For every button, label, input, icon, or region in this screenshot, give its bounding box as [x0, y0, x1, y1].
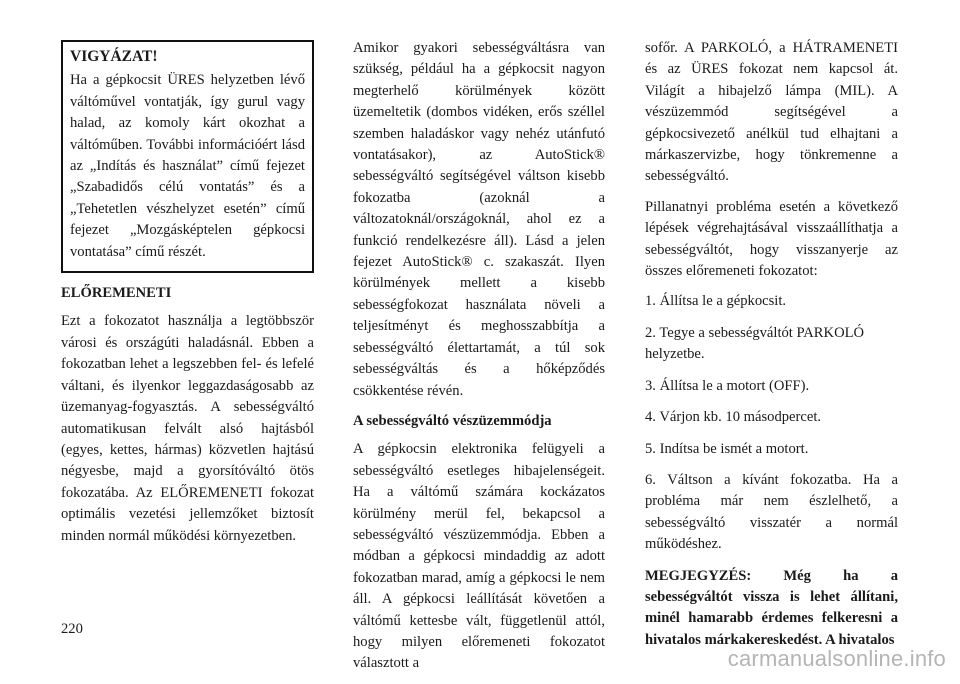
step-item: 4. Várjon kb. 10 másodpercet. — [645, 409, 822, 426]
limp-mode-continued-paragraph: sofőr. A PARKOLÓ, a HÁTRAMENETI és az ÜRES fokozat nem kapcsol át. Világít a hibajelző lámpa (MIL). A vészüzemmód segítségével a gépkocsivezető anélkül tud elhajtani a márkaszervizbe, hogy tönkremenne a sebességváltó. — [645, 40, 898, 185]
watermark-text: carmanualsonline.info — [727, 646, 946, 671]
reset-intro-paragraph: Pillanatnyi probléma esetén a következő lépések végrehajtásával visszaállíthatja a sebességváltót, hogy visszanyerje az összes előremeneti fokozatot: — [645, 198, 898, 280]
step-item: 1. Állítsa le a gépkocsit. — [645, 293, 787, 310]
warning-box — [61, 40, 314, 273]
warning-title: VIGYÁZAT! — [70, 48, 158, 65]
note-paragraph: MEGJEGYZÉS: Még ha a sebességváltót vissza is lehet állítani, minél hamarabb érdemes felkeresni a hivatalos márkakereskedést. A hivatalos — [645, 567, 898, 648]
section-heading-overdrive: ELŐREMENETI — [61, 285, 172, 302]
overdrive-paragraph: Ezt a fokozatot használja a legtöbbször városi és országúti haladásnál. Ebben a fokozatban lehet a legszebben fel- és lefelé váltani, és ilyenkor leggazdaságosabb az üzemanyag-fogyasztás. A sebességváltó automatikusan felvált alsó hajtásból (egyes, kettes, hármas) közvetlen hajtású négyesbe, majd a gyorsítóváltó ötös fokozatába. Az ELŐREMENETI fokozat optimális vezetési jellemzőket biztosít minden normál működési környezetben. — [61, 313, 314, 544]
section-heading-limp-mode: A sebességváltó vészüzemmódja — [353, 412, 552, 429]
middle-column — [353, 38, 605, 684]
step-item: 6. Váltson a kívánt fokozatba. Ha a probléma már nem észlelhető, a sebességváltó visszatér a normál működéshez. — [645, 471, 898, 553]
downshift-paragraph: Amikor gyakori sebességváltásra van szükség, például ha a gépkocsit nagyon megterhelő körülmények között üzemeltetik (dombos vidéken, erős széllel szemben haladáskor vagy nehéz utánfutó vontatásakor), az AutoStick® sebességváltó segítségével váltson kisebb fokozatba (azoknál a változatoknál/országoknál, ahol ez a funkció rendelkezésre áll). Lásd a jelen fejezet AutoStick® c. szakaszát. Ilyen körülmények mellett a kisebb sebességfokozat használata növeli a teljesítményt és meghosszabbítja a sebességváltó élettartamát, a túl sok sebességváltás és a hőképződés csökkentése révén. — [353, 40, 605, 399]
step-item: 2. Tegye a sebességváltót PARKOLÓ helyzetbe. — [645, 324, 865, 363]
limp-mode-paragraph: A gépkocsin elektronika felügyeli a sebességváltó esetleges hibajelenségeit. Ha a váltómű számára kockázatos körülmény merül fel, bekapcsol a sebességváltó vészüzemmódja. Ebben a módban a gépkocsi mindaddig az adott fokozatban marad, amíg a gépkocsi le nem áll. A gépkocsi leállítását követően a váltómű kettesbe vált, függetlenül attól, hogy milyen előremeneti fokozatot választott a — [353, 441, 605, 672]
step-item: 5. Indítsa be ismét a motort. — [645, 440, 809, 457]
warning-text: Ha a gépkocsit ÜRES helyzetben lévő váltóművel vontatják, így gurul vagy halad, az komoly kárt okozhat a váltóműben. További információért lásd az „Indítás és használat” című fejezet „Szabadidős célú vontatás” és a „Tehetetlen vészhelyzet esetén” című fejezet „Mozgásképtelen gépkocsi vontatása” című részét. — [70, 72, 305, 260]
step-item: 3. Állítsa le a motort (OFF). — [645, 377, 810, 394]
right-column — [645, 38, 898, 651]
page-number: 220 — [61, 621, 83, 637]
left-column — [61, 40, 314, 556]
